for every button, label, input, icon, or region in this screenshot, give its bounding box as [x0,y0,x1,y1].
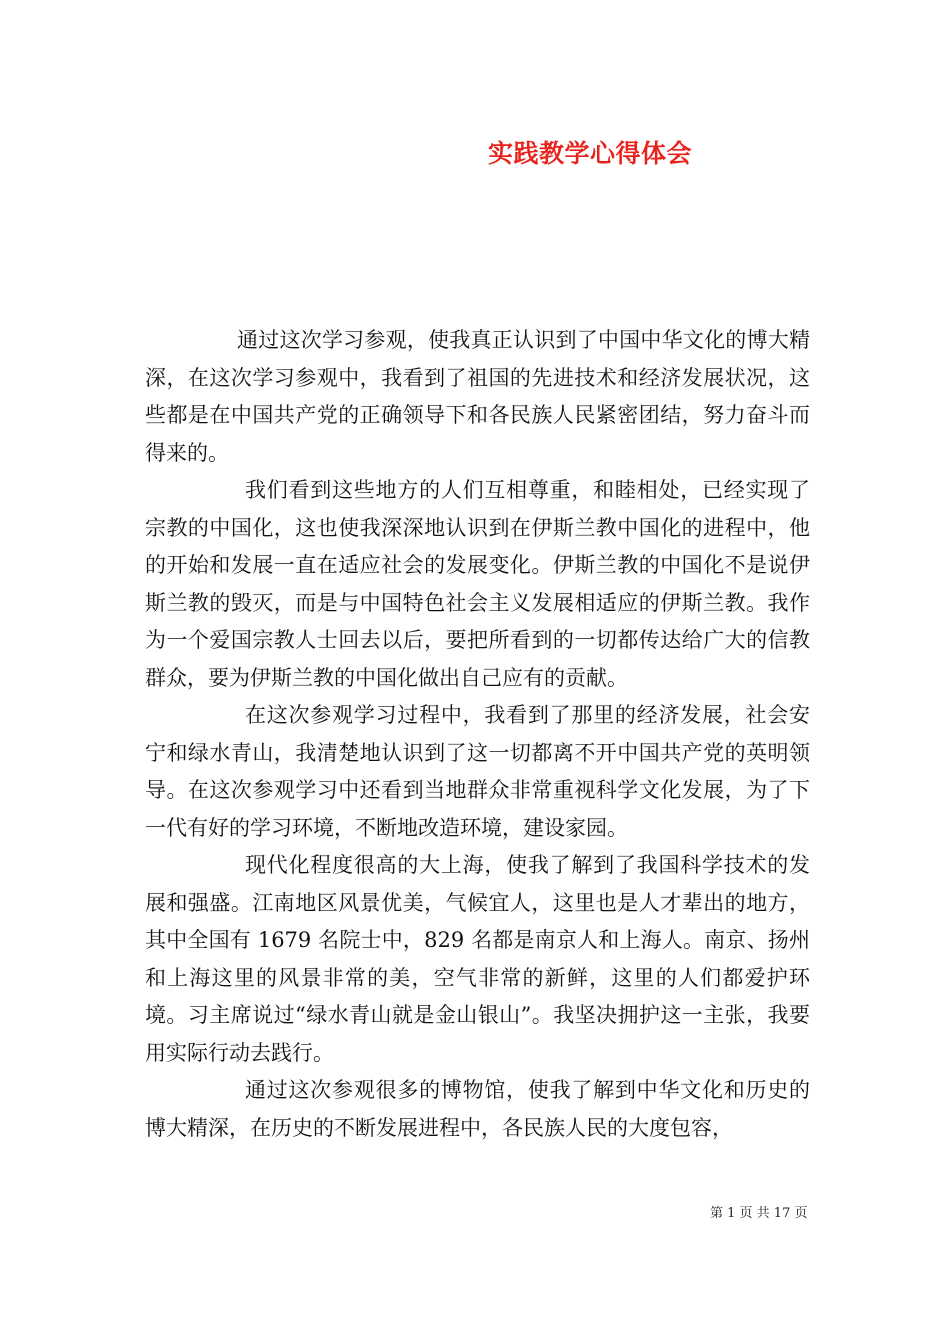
document-title: 实践教学心得体会 [488,139,693,168]
document-body [145,322,810,1147]
page-number-footer: 第 1 页 共 17 页 [710,1206,808,1221]
paragraph: 通过这次参观很多的博物馆，使我了解到中华文化和历史的博大精深，在历史的不断发展进程中，各民族人民的大度包容， [145,1078,810,1140]
paragraph: 我们看到这些地方的人们互相尊重，和睦相处，已经实现了宗教的中国化，这也使我深深地认识到在伊斯兰教中国化的进程中，他的开始和发展一直在适应社会的发展变化。伊斯兰教的中国化不是说伊斯兰教的毁灭，而是与中国特色社会主义发展相适应的伊斯兰教。我作为一个爱国宗教人士回去以后，要把所看到的一切都传达给广大的信教群众，要为伊斯兰教的中国化做出自己应有的贡献。 [145,478,810,690]
paragraph: 在这次参观学习过程中，我看到了那里的经济发展，社会安宁和绿水青山，我清楚地认识到了这一切都离不开中国共产党的英明领导。在这次参观学习中还看到当地群众非常重视科学文化发展，为了下一代有好的学习环境，不断地改造环境，建设家园。 [145,703,810,840]
paragraph: 通过这次学习参观，使我真正认识到了中国中华文化的博大精深，在这次学习参观中，我看到了祖国的先进技术和经济发展状况，这些都是在中国共产党的正确领导下和各民族人民紧密团结，努力奋斗而得来的。 [145,328,810,465]
paragraph: 现代化程度很高的大上海，使我了解到了我国科学技术的发展和强盛。江南地区风景优美，气候宜人，这里也是人才辈出的地方，其中全国有 1679 名院士中，829 名都是南京人和上海人。南京、扬州和上海这里的风景非常的美，空气非常的新鲜，这里的人们都爱护环境。习主席说过“绿水青山就是金山银山”。我坚决拥护这一主张，我要用实际行动去践行。 [145,853,810,1065]
